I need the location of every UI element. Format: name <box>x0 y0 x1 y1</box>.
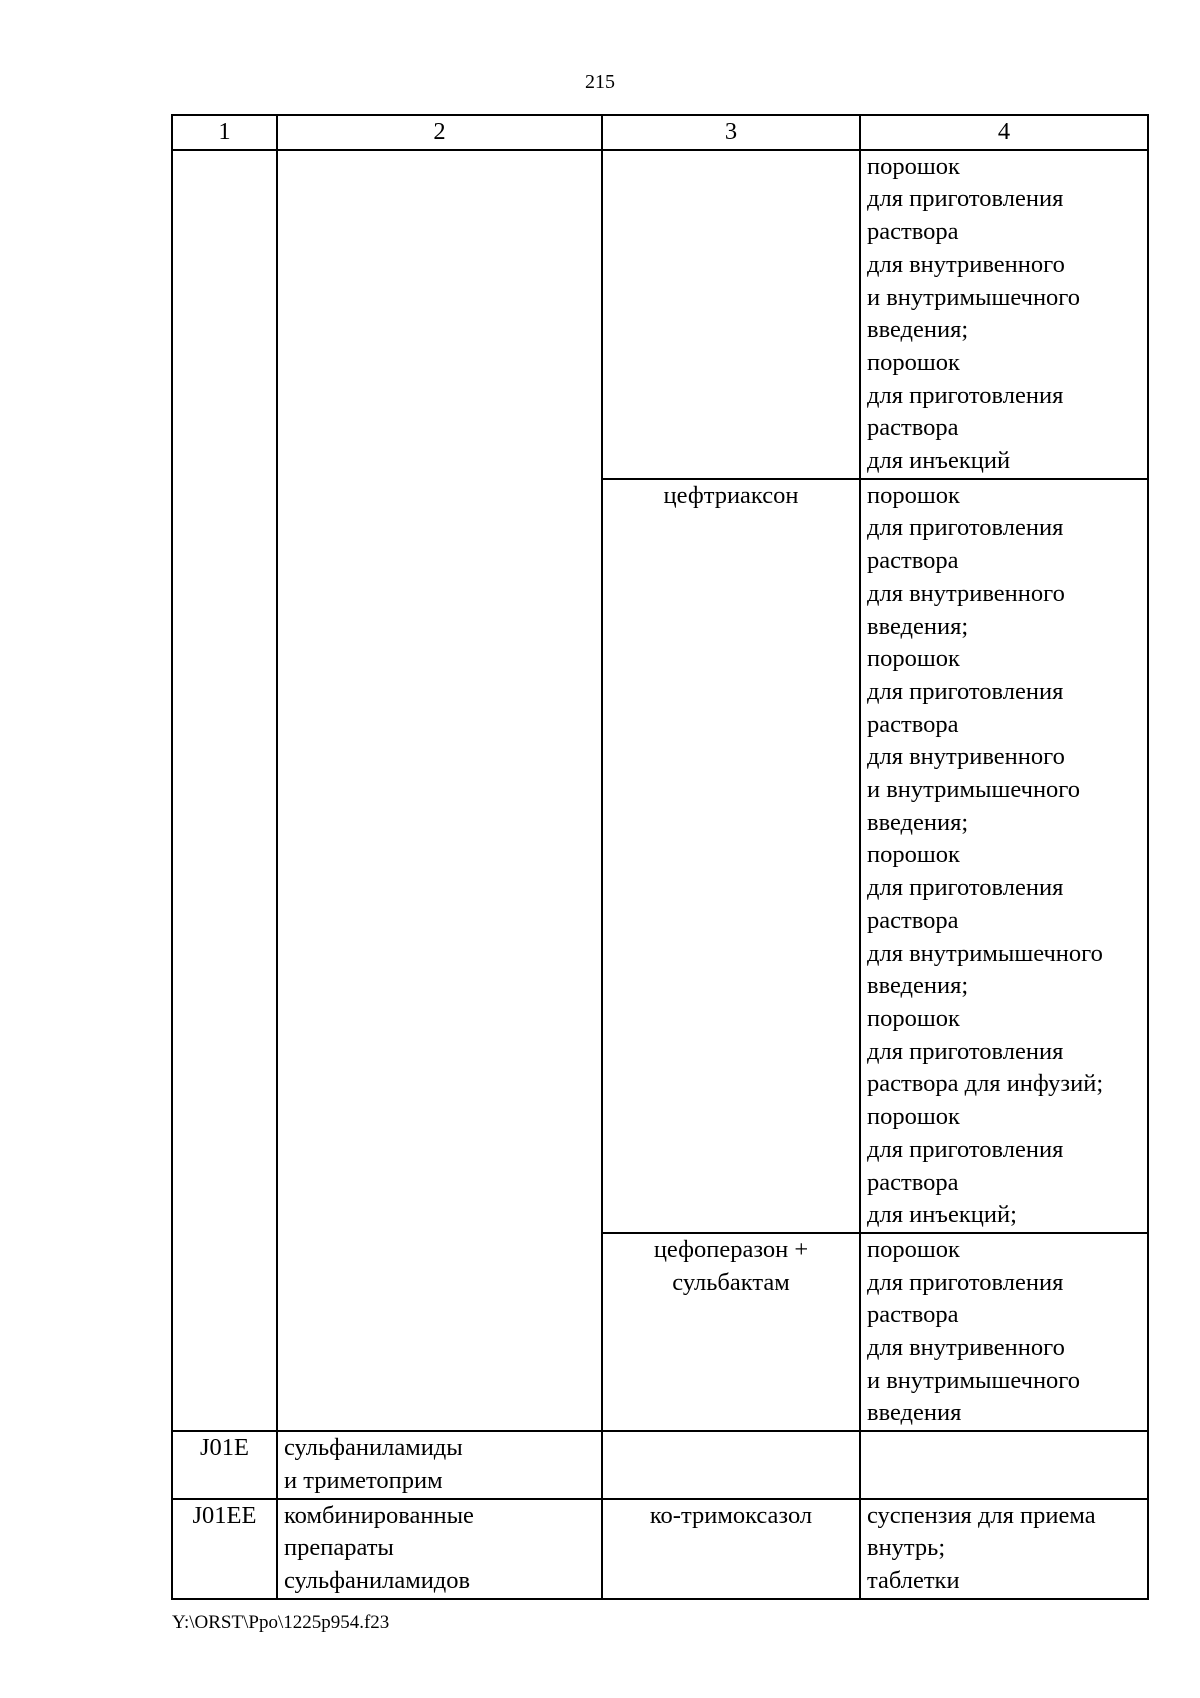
cell-line: для приготовления <box>867 874 1064 902</box>
cell-line: порошок <box>867 841 960 869</box>
cell-drug <box>602 1499 860 1599</box>
cell-line: порошок <box>867 1103 960 1131</box>
cell-line: для внутривенного <box>867 743 1065 771</box>
cell-line: и внутримышечного <box>867 776 1080 804</box>
cell-line: раствора <box>867 710 959 738</box>
cell-line: порошок <box>867 645 960 673</box>
cell-line: введения; <box>867 612 969 640</box>
cell-group <box>277 1499 602 1599</box>
cell-line: для инъекций <box>867 447 1011 475</box>
header-col-4: 4 <box>860 115 1148 150</box>
cell-code: J01E <box>172 1431 277 1498</box>
cell-line: для приготовления <box>867 1037 1064 1065</box>
cell-line: раствора <box>867 1301 959 1329</box>
cell-line: внутрь; <box>867 1534 946 1562</box>
cell-drug <box>602 479 860 1233</box>
cell-group <box>277 1431 602 1498</box>
cell-line: и внутримышечного <box>867 1366 1080 1394</box>
cell-line: для приготовления <box>867 1135 1064 1163</box>
cell-line: для приготовления <box>867 677 1064 705</box>
cell-line: препараты <box>284 1534 394 1562</box>
cell-group <box>277 150 602 1431</box>
cell-forms <box>860 1233 1148 1431</box>
cell-forms <box>860 1499 1148 1599</box>
cell-line: цефтриаксон <box>663 481 799 509</box>
cell-line: порошок <box>867 1235 960 1263</box>
cell-line: введения; <box>867 316 969 344</box>
cell-line: сульбактам <box>672 1268 790 1296</box>
cell-forms <box>860 150 1148 479</box>
cell-line: для приготовления <box>867 381 1064 409</box>
cell-line: для приготовления <box>867 1268 1064 1296</box>
header-col-1: 1 <box>172 115 277 150</box>
cell-line: порошок <box>867 348 960 376</box>
cell-line: раствора <box>867 547 959 575</box>
cell-line: для внутривенного <box>867 1334 1065 1362</box>
cell-line: цефоперазон + <box>653 1235 809 1263</box>
cell-line: и внутримышечного <box>867 283 1080 311</box>
cell-line: для приготовления <box>867 514 1064 542</box>
table-row <box>172 150 1148 479</box>
cell-line: порошок <box>867 1004 960 1032</box>
cell-line: порошок <box>867 152 960 180</box>
cell-code: J01EE <box>172 1499 277 1599</box>
cell-line: раствора <box>867 218 959 246</box>
cell-line: раствора для инфузий; <box>867 1070 1104 1098</box>
page-number: 215 <box>585 71 615 93</box>
cell-line: для инъекций; <box>867 1201 1017 1229</box>
cell-line: порошок <box>867 481 960 509</box>
cell-drug <box>602 150 860 479</box>
cell-drug <box>602 1431 860 1498</box>
table-row <box>172 1431 1148 1498</box>
cell-line: введения; <box>867 972 969 1000</box>
cell-line: для внутривенного <box>867 579 1065 607</box>
cell-line: сульфаниламидов <box>284 1566 471 1594</box>
cell-line: раствора <box>867 414 959 442</box>
cell-line: раствора <box>867 1168 959 1196</box>
cell-line: для приготовления <box>867 185 1064 213</box>
cell-line: для внутривенного <box>867 250 1065 278</box>
cell-line: ко-тримоксазол <box>649 1501 813 1529</box>
cell-line: для внутримышечного <box>867 939 1103 967</box>
table-header-row <box>172 115 1148 150</box>
cell-line: сульфаниламиды <box>284 1434 463 1462</box>
cell-line: комбинированные <box>284 1501 474 1529</box>
header-col-2: 2 <box>277 115 602 150</box>
cell-line: раствора <box>867 906 959 934</box>
file-path-footer: Y:\ORST\Ppo\1225p954.f23 <box>172 1612 390 1633</box>
header-col-3: 3 <box>602 115 860 150</box>
cell-line: суспензия для приема <box>867 1501 1096 1529</box>
cell-line: введения <box>867 1399 962 1427</box>
drug-table <box>171 114 1149 1600</box>
cell-drug <box>602 1233 860 1431</box>
cell-forms <box>860 479 1148 1233</box>
cell-line: таблетки <box>867 1566 960 1594</box>
cell-line: введения; <box>867 808 969 836</box>
table-row <box>172 1499 1148 1599</box>
cell-code <box>172 150 277 1431</box>
cell-line: и триметоприм <box>284 1466 443 1494</box>
cell-forms <box>860 1431 1148 1498</box>
